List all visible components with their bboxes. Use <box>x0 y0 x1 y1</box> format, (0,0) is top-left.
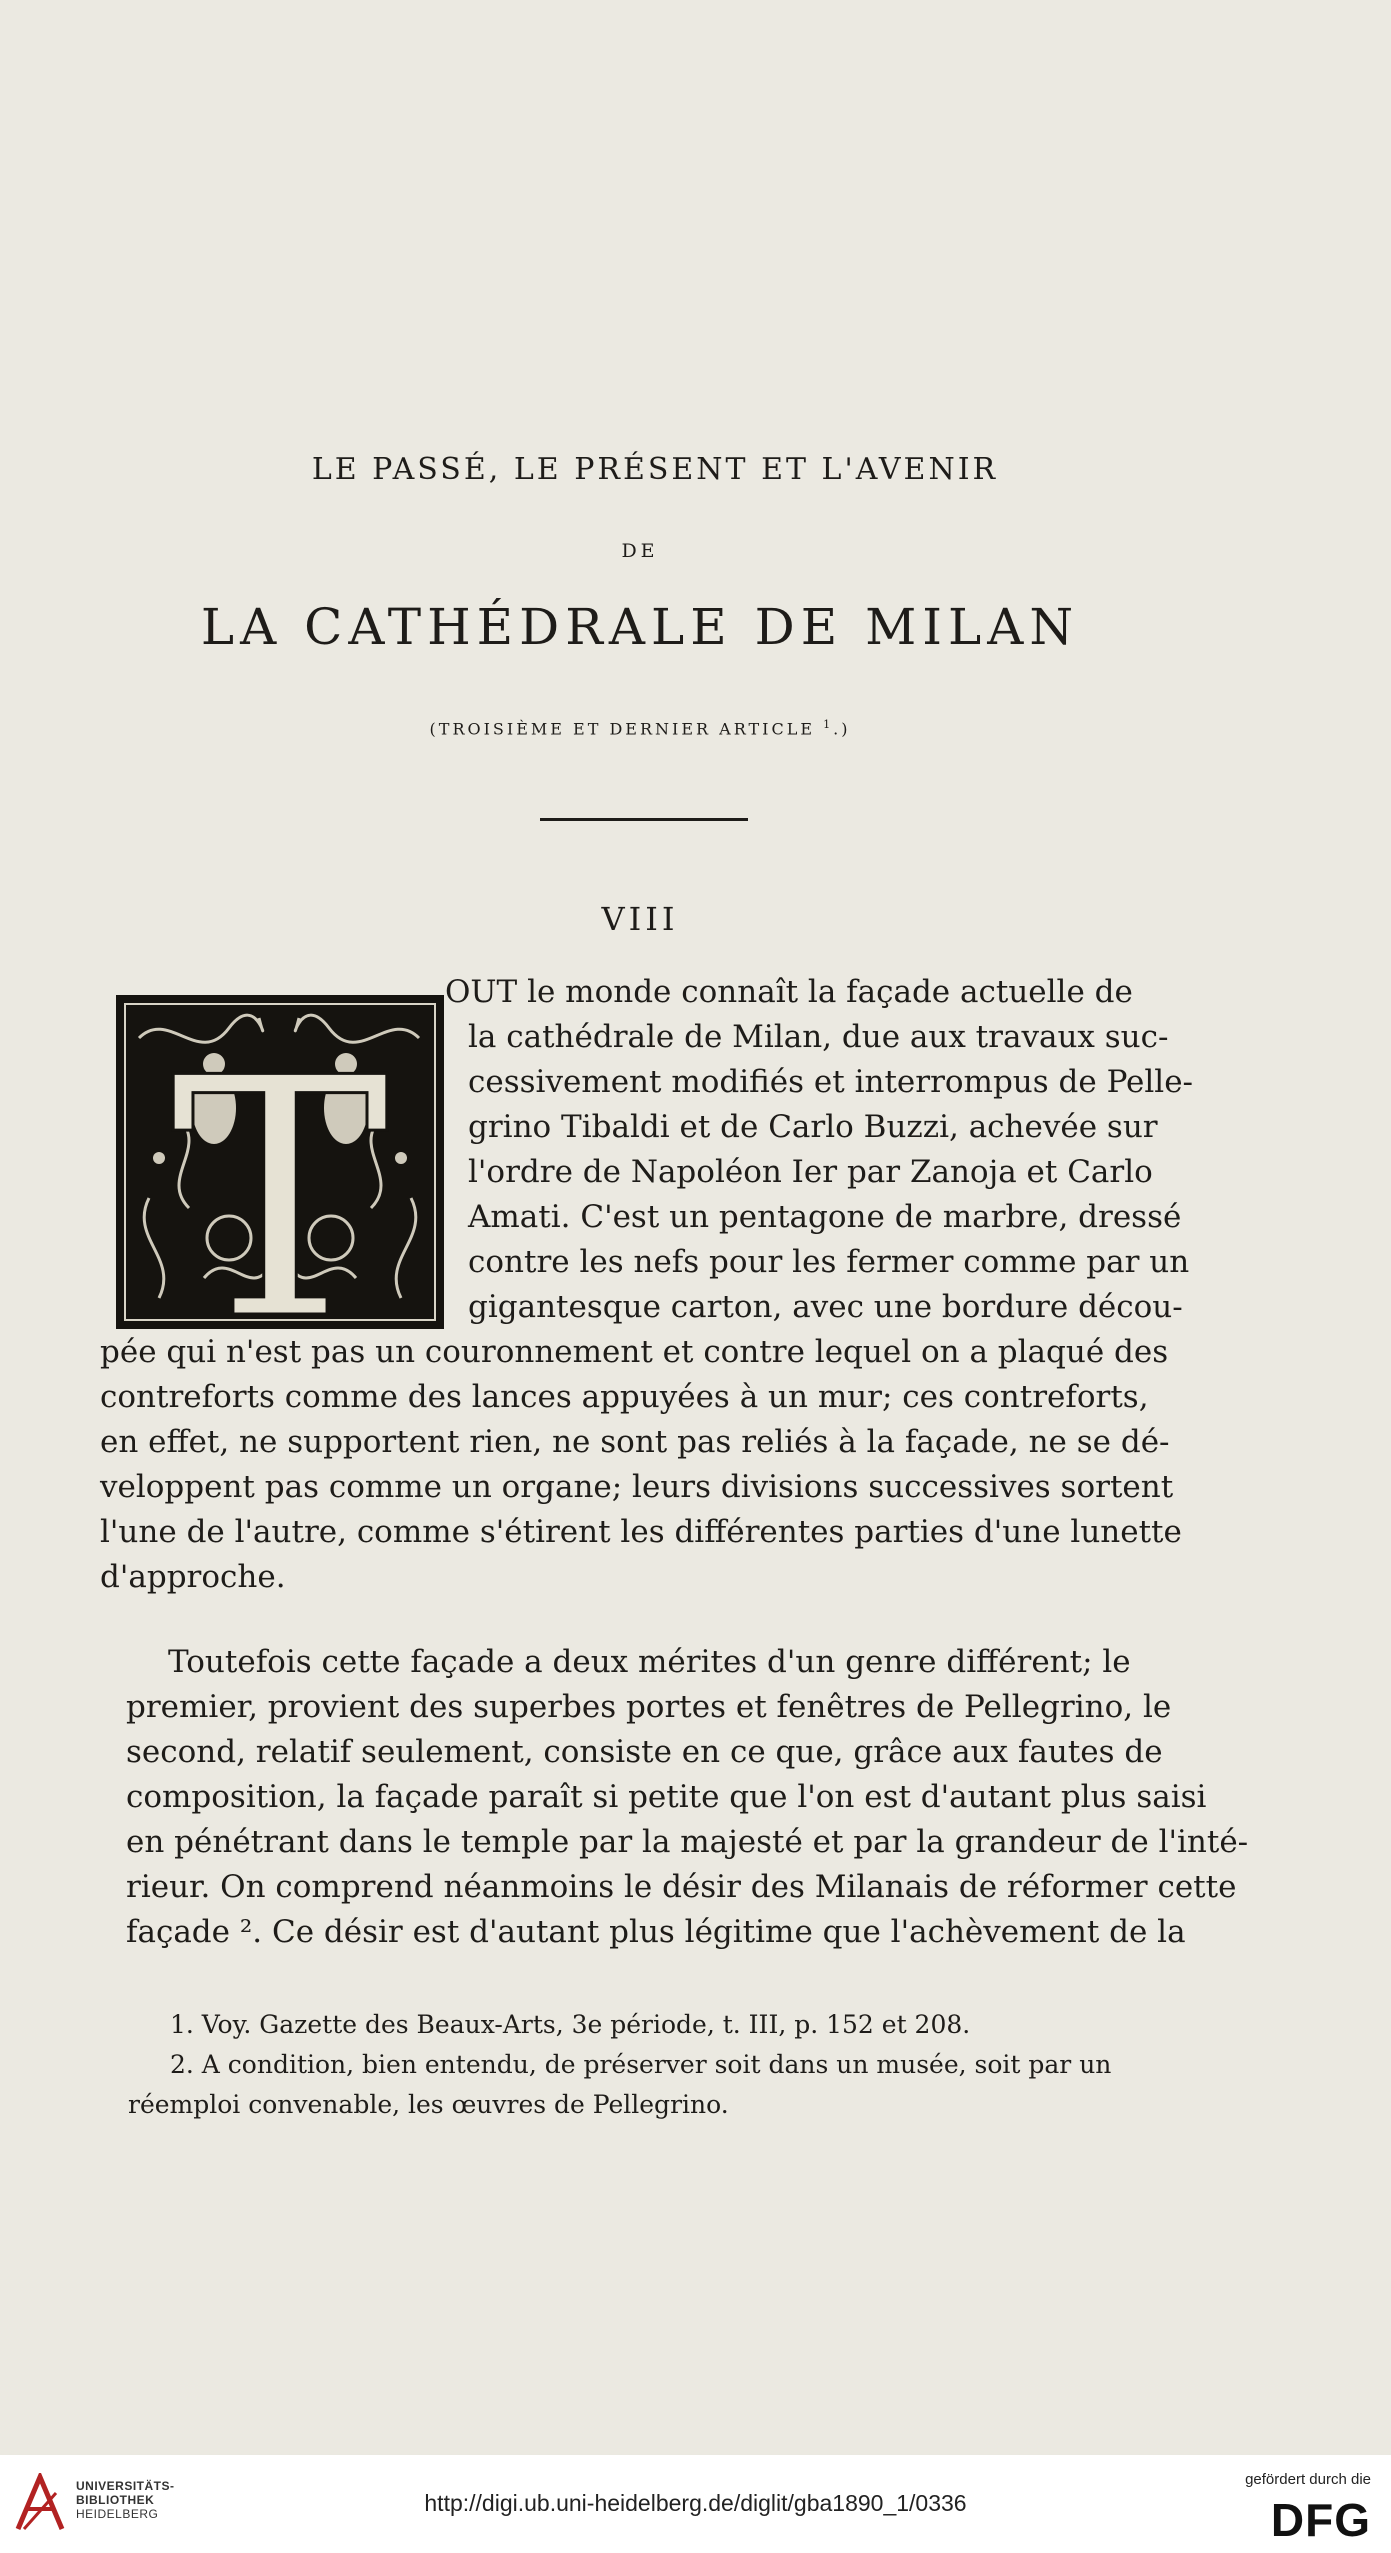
funding-caption: gefördert durch die <box>1245 2471 1371 2488</box>
text-line: façade ². Ce désir est d'autant plus légitime que l'achèvement de la <box>126 1914 1186 1950</box>
dfg-logo: DFG <box>1270 2494 1371 2546</box>
subtitle-footnote-ref: 1 <box>823 718 834 731</box>
dropcap-ornament-icon <box>119 998 441 1326</box>
text-line: grino Tibaldi et de Carlo Buzzi, achevée sur <box>468 1109 1158 1145</box>
text-line: gigantesque carton, avec une bordure décou- <box>468 1289 1183 1325</box>
text-line: en effet, ne supportent rien, ne sont pas reliés à la façade, ne se dé- <box>100 1424 1170 1460</box>
text-line: la cathédrale de Milan, due aux travaux suc- <box>468 1019 1169 1055</box>
ornamental-dropcap <box>116 995 444 1329</box>
article-pre-title: LE PASSÉ, LE PRÉSENT ET L'AVENIR <box>311 452 999 487</box>
viewer-footer <box>0 2455 1391 2553</box>
text-line: composition, la façade paraît si petite que l'on est d'autant plus saisi <box>126 1779 1207 1815</box>
text-line: pée qui n'est pas un couronnement et contre lequel on a plaqué des <box>100 1334 1169 1370</box>
subtitle-text: (TROISIÈME ET DERNIER ARTICLE <box>429 719 816 739</box>
article-subtitle <box>0 718 1280 738</box>
text-line: Toutefois cette façade a deux mérites d'un genre différent; le <box>168 1644 1131 1680</box>
text-line: veloppent pas comme un organe; leurs divisions successives sortent <box>100 1469 1174 1505</box>
footnote-1: 1. Voy. Gazette des Beaux-Arts, 3e période, t. III, p. 152 et 208. <box>170 2010 971 2039</box>
text-line: cessivement modifiés et interrompus de Pelle- <box>468 1064 1194 1100</box>
institution-line-3: HEIDELBERG <box>76 2507 159 2521</box>
footnote-2: 2. A condition, bien entendu, de préserver soit dans un musée, soit par un <box>170 2050 1112 2079</box>
institution-line-1: UNIVERSITÄTS- <box>76 2479 175 2493</box>
institution-line-2: BIBLIOTHEK <box>76 2493 155 2507</box>
text-line: Amati. C'est un pentagone de marbre, dressé <box>468 1199 1182 1235</box>
text-line: premier, provient des superbes portes et fenêtres de Pellegrino, le <box>126 1689 1172 1725</box>
dropcap-letter: T <box>169 1008 391 1326</box>
text-line: contreforts comme des lances appuyées à un mur; ces contreforts, <box>100 1379 1149 1415</box>
article-title-connector: DE <box>621 540 659 562</box>
text-line: contre les nefs pour les fermer comme par un <box>468 1244 1190 1280</box>
text-line: en pénétrant dans le temple par la majesté et par la grandeur de l'inté- <box>126 1824 1249 1860</box>
permalink-url[interactable]: http://digi.ub.uni-heidelberg.de/diglit/gba1890_1/0336 <box>424 2490 967 2516</box>
text-line: l'ordre de Napoléon Ier par Zanoja et Carlo <box>468 1154 1153 1190</box>
text-line: l'une de l'autre, comme s'étirent les différentes parties d'une lunette <box>100 1514 1182 1550</box>
text-line: OUT le monde connaît la façade actuelle de <box>445 974 1133 1010</box>
article-main-title: LA CATHÉDRALE DE MILAN <box>200 598 1080 656</box>
subtitle-close: .) <box>833 719 851 739</box>
text-line: second, relatif seulement, consiste en ce que, grâce aux fautes de <box>126 1734 1163 1770</box>
text-line: rieur. On comprend néanmoins le désir des Milanais de réformer cette <box>126 1869 1237 1905</box>
footnote-2-continued: réemploi convenable, les œuvres de Pellegrino. <box>128 2090 729 2119</box>
title-divider <box>540 818 748 821</box>
text-line: d'approche. <box>100 1559 286 1595</box>
section-number: VIII <box>601 900 679 938</box>
